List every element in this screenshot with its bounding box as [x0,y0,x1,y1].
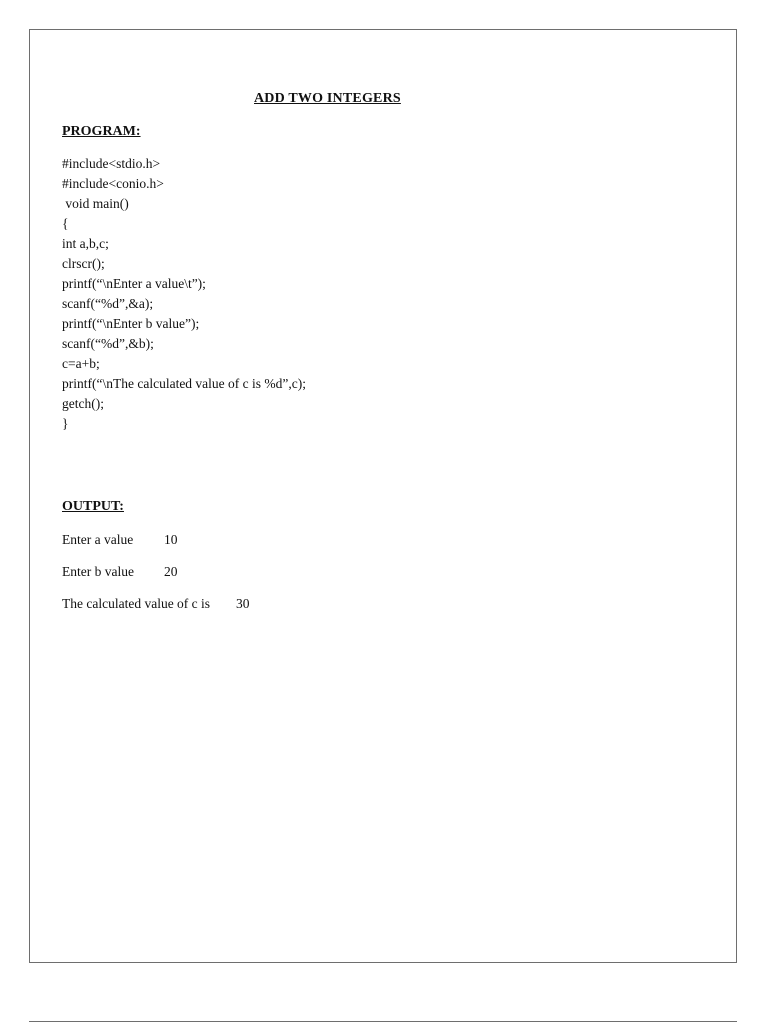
document-title: ADD TWO INTEGERS [254,91,401,106]
output-heading: OUTPUT: [62,499,124,514]
code-line: scanf(“%d”,&b); [62,336,154,351]
code-line: #include<stdio.h> [62,156,161,171]
code-line: printf(“\nThe calculated value of c is %d”,c); [62,376,307,391]
code-line: c=a+b; [62,356,100,371]
output-label-b: Enter b value [62,564,134,579]
code-line: { [62,216,69,231]
code-line: getch(); [62,396,104,411]
program-heading: PROGRAM: [62,124,141,139]
code-line: printf(“\nEnter b value”); [62,316,200,331]
output-label-c: The calculated value of c is [62,596,211,611]
code-line: clrscr(); [62,256,105,271]
code-block [62,154,306,434]
code-line: void main() [62,196,129,211]
output-value-c: 30 [236,596,250,611]
code-line: printf(“\nEnter a value\t”); [62,276,206,291]
code-line: } [62,416,69,431]
output-label-a: Enter a value [62,532,134,547]
code-line: scanf(“%d”,&a); [62,296,154,311]
output-value-b: 20 [164,564,178,579]
output-value-a: 10 [164,532,178,547]
code-line: int a,b,c; [62,236,109,251]
code-line: #include<conio.h> [62,176,164,191]
footer-rule [29,1021,737,1022]
